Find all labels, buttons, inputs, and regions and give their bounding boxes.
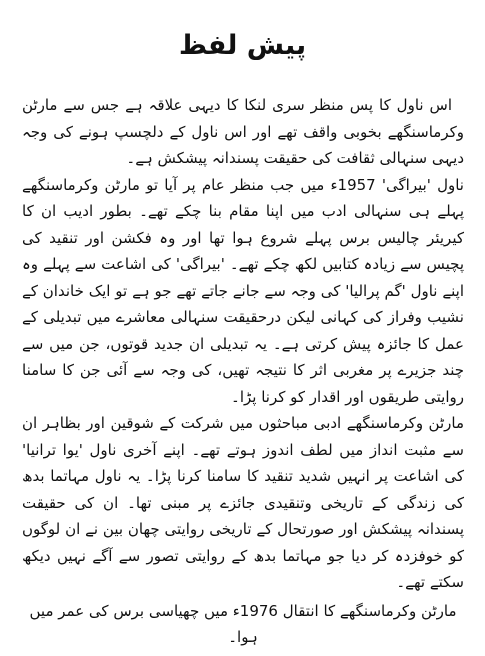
body-text [22, 92, 464, 651]
paragraph-2: ناول 'بیراگی' 1957ء میں جب منظر عام پر آیا تو مارٹن وکرماسنگھے پہلے ہی سنہالی ادب میں اپنا مقام بنا چکے تھے۔ بطور ادیب ان کا کیریئر چالیس برس پہلے شروع ہوا تھا اور وہ فکشن اور تنقید کی پچیس سے زیادہ کتابیں لکھ چکے تھے۔ 'بیراگی' کی اشاعت سے پہلے وہ اپنے ناول 'گم پرالیا' کی وجہ سے جانے جاتے تھے جو ہے تو ایک خاندان کے نشیب وفراز کی کہانی لیکن درحقیقت سنہالی معاشرے میں تبدیلی کے عمل کا جائزہ پیش کرتی ہے۔ یہ تبدیلی ان جدید قوتوں، جن میں سے چند جزیرے پر مغربی اثر کا نتیجہ تھیں، کی وجہ سے آئی جن کا سامنا روایتی طریقوں اور اقدار کو کرنا پڑا۔ [22, 175, 464, 406]
paragraph-3: مارٹن وکرماسنگھے ادبی مباحثوں میں شرکت کے شوقین اور بظاہر ان سے مثبت انداز میں لطف اندوز ہوتے تھے۔ اپنے آخری ناول 'یوا ترانیا' کی اشاعت پر انہیں شدید تنقید کا سامنا کرنا پڑا۔ یہ ناول مہاتما بدھ کی زندگی کے تاریخی وتنقیدی جائزے پر مبنی تھا۔ ان کی حقیقت پسندانہ پیشکش اور صورتحال کے تاریخی روایتی چھان بین نے ان لوگوں کو خوفزدہ کر دیا جو مہاتما بدھ کے روایتی تصور سے آگے نہیں دیکھ سکتے تھے۔ [22, 414, 464, 591]
paragraph-4: مارٹن وکرماسنگھے کا انتقال 1976ء میں چھیاسی برس کی عمر میں ہوا۔ [29, 601, 457, 646]
page-title: پیش لفظ [178, 30, 307, 61]
paragraph-1: اس ناول کا پس منظر سری لنکا کا دیہی علاقہ ہے جس سے مارٹن وکرماسنگھے بخوبی واقف تھے اور اس ناول کے دلچسپ ہونے کی وجہ دیہی سنہالی ثقافت کی حقیقت پسندانہ پیشکش ہے۔ [22, 96, 464, 167]
